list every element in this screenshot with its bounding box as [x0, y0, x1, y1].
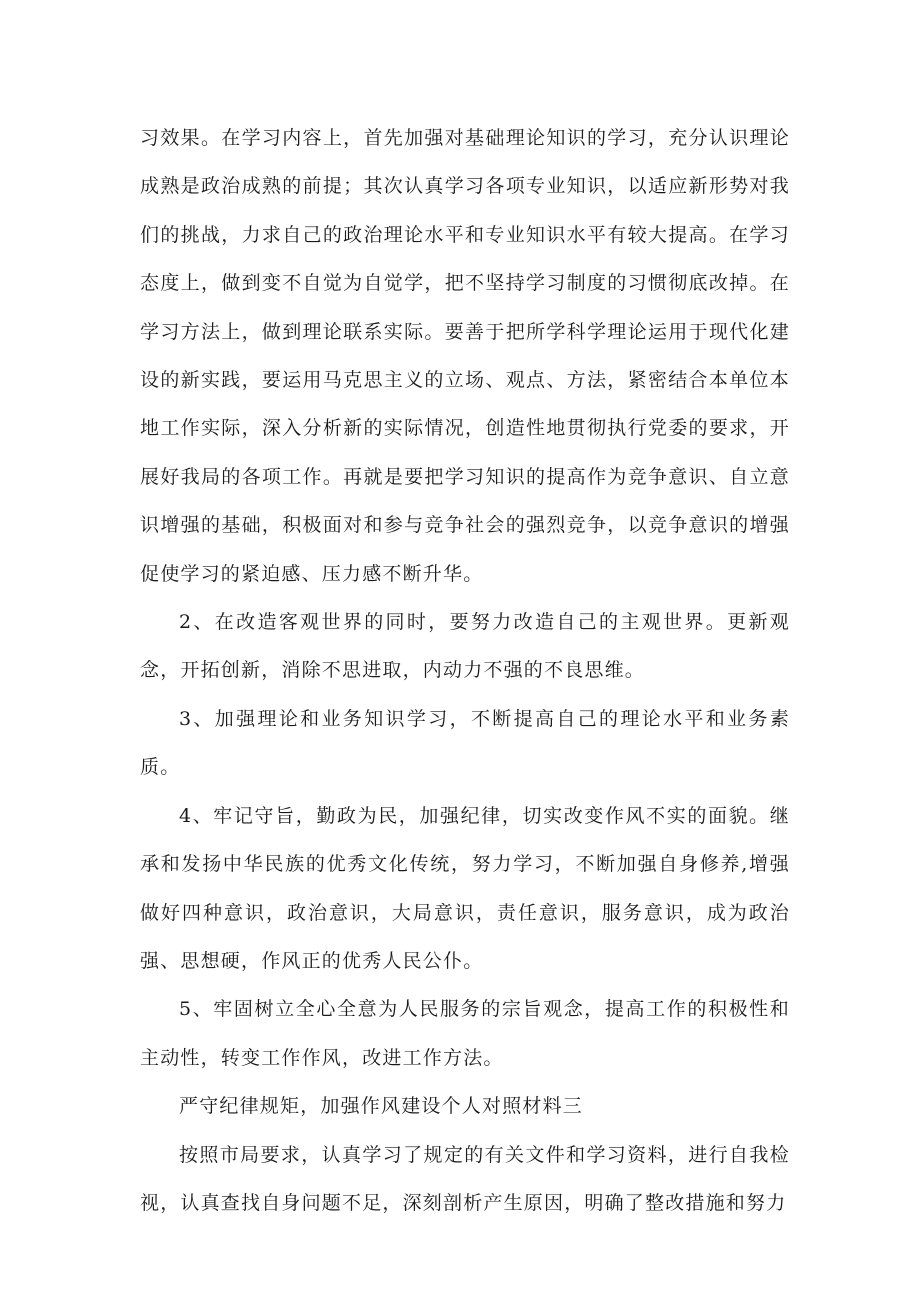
paragraph-item-4: 4、牢记守旨，勤政为民，加强纪律，切实改变作风不实的面貌。继承和发扬中华民族的优秀文化传统，努力学习，不断加强自身修养,增强做好四种意识，政治意识，大局意识，责任意识，服务意识，成为政治强、思想硬，作风正的优秀人民公仆。: [140, 804, 790, 972]
paragraph-item-2: 2、在改造客观世界的同时，要努力改造自己的主观世界。更新观念，开拓创新，消除不思进取，内动力不强的不良思维。: [140, 611, 790, 682]
paragraph-item-5: 5、牢固树立全心全意为人民服务的宗旨观念，提高工作的积极性和主动性，转变工作作风，改进工作方法。: [140, 998, 790, 1069]
paragraph-intro: 按照市局要求，认真学习了规定的有关文件和学习资料，进行自我检视，认真查找自身问题不足，深刻剖析产生原因，明确了整改措施和努力: [140, 1143, 790, 1214]
document-body: [140, 114, 790, 1227]
section-heading: 严守纪律规矩，加强作风建设个人对照材料三: [179, 1095, 584, 1118]
paragraph-learning-effect: 习效果。在学习内容上，首先加强对基础理论知识的学习，充分认识理论成熟是政治成熟的前提；其次认真学习各项专业知识，以适应新形势对我们的挑战，力求自己的政治理论水平和专业知识水平有较大提高。在学习态度上，做到变不自觉为自觉学，把不坚持学习制度的习惯彻底改掉。在学习方法上，做到理论联系实际。要善于把所学科学理论运用于现代化建设的新实践，要运用马克思主义的立场、观点、方法，紧密结合本单位本地工作实际，深入分析新的实际情况，创造性地贯彻执行党委的要求，开展好我局的各项工作。再就是要把学习知识的提高作为竞争意识、自立意识增强的基础，积极面对和参与竞争社会的强烈竞争，以竞争意识的增强促使学习的紧迫感、压力感不断升华。: [140, 127, 790, 585]
paragraph-item-3: 3、加强理论和业务知识学习，不断提高自己的理论水平和业务素质。: [140, 707, 790, 779]
